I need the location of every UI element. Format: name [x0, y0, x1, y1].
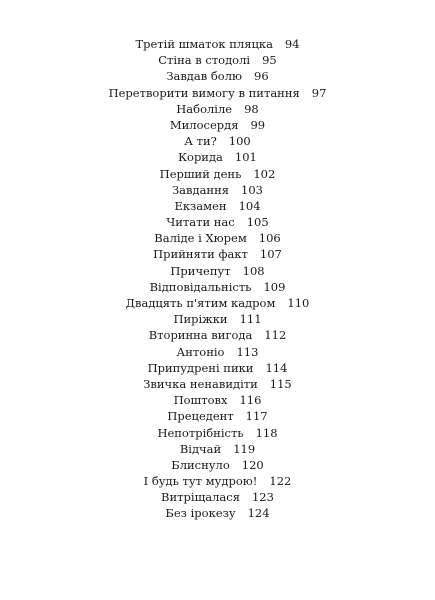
toc-entry-page: 97: [311, 85, 327, 100]
toc-entry: [0, 360, 435, 376]
toc-entry-page: 94: [284, 37, 300, 51]
toc-entry-title: Перетворити вимогу в питання: [108, 85, 300, 100]
toc-entry-title: Екзамен: [174, 198, 227, 213]
toc-entry-title: Антоніо: [176, 344, 225, 359]
toc-entry-page: 116: [239, 393, 262, 408]
table-of-contents: [0, 36, 435, 522]
toc-entry-title: Двадцять п'ятим кадром: [125, 296, 276, 310]
toc-entry-title: Пиріжки: [173, 312, 228, 327]
toc-entry-page: 109: [263, 279, 286, 294]
toc-entry: [0, 182, 435, 198]
toc-entry-page: 96: [254, 69, 269, 84]
toc-entry-page: 115: [269, 376, 292, 391]
toc-entry-title: Стіна в стодолі: [158, 53, 251, 68]
toc-entry: [0, 214, 435, 230]
toc-entry: [0, 457, 435, 473]
toc-entry-page: 95: [262, 53, 277, 68]
toc-entry-title: Відповідальність: [149, 279, 252, 294]
toc-entry: [0, 392, 435, 408]
toc-entry-page: 113: [236, 344, 259, 359]
toc-entry: [0, 117, 435, 133]
toc-entry: [0, 441, 435, 457]
toc-entry-page: 99: [250, 117, 266, 132]
toc-entry-page: 110: [287, 296, 310, 310]
toc-entry: [0, 327, 435, 343]
toc-entry-title: Завдання: [172, 182, 230, 197]
toc-entry-title: Валіде і Хюрем: [154, 231, 247, 246]
toc-entry-title: Завдав болю: [166, 69, 243, 84]
toc-entry-title: Вторинна вигода: [148, 328, 253, 343]
toc-entry-page: 118: [255, 425, 278, 440]
toc-entry-page: 112: [264, 328, 287, 343]
toc-entry-page: 124: [247, 506, 270, 521]
toc-entry-page: 103: [241, 182, 263, 197]
toc-entry-title: Третій шматок пляцка: [135, 37, 273, 51]
toc-entry-title: Без ірокезу: [165, 506, 236, 521]
toc-entry-page: 101: [234, 150, 257, 165]
toc-entry-title: Причепут: [170, 263, 231, 278]
toc-entry-page: 100: [228, 134, 251, 149]
toc-entry-title: Читати нас: [166, 215, 235, 230]
toc-entry-title: Наболіле: [176, 101, 233, 116]
toc-entry-page: 117: [245, 409, 268, 424]
toc-entry: [0, 166, 435, 182]
toc-entry: [0, 198, 435, 214]
toc-entry: [0, 246, 435, 262]
toc-entry-page: 104: [238, 198, 261, 213]
toc-entry-page: 107: [259, 247, 282, 262]
toc-entry: [0, 505, 435, 521]
toc-entry-title: Перший день: [159, 166, 242, 181]
toc-entry-title: Відчай: [179, 441, 222, 456]
toc-entry: [0, 68, 435, 84]
toc-entry: [0, 263, 435, 279]
toc-entry-title: Милосердя: [169, 117, 239, 132]
toc-entry: [0, 52, 435, 68]
toc-entry: [0, 425, 435, 441]
toc-entry: [0, 101, 435, 117]
toc-entry: [0, 295, 435, 311]
toc-entry-page: 102: [253, 166, 276, 181]
toc-entry-title: Припудрені пики: [147, 360, 254, 375]
toc-entry: [0, 230, 435, 246]
toc-entry-title: І будь тут мудрою!: [143, 474, 258, 489]
toc-entry-title: Витріщалася: [161, 490, 240, 505]
toc-entry-page: 123: [251, 490, 274, 505]
toc-entry-title: Корида: [178, 150, 223, 165]
toc-entry: [0, 408, 435, 424]
toc-entry-title: Прийняти факт: [153, 247, 248, 262]
toc-entry-title: Звичка ненавидіти: [143, 376, 258, 391]
toc-entry-title: Блиснуло: [171, 457, 230, 472]
toc-entry-title: Прецедент: [167, 409, 234, 424]
toc-entry: [0, 133, 435, 149]
toc-entry: [0, 489, 435, 505]
toc-entry: [0, 311, 435, 327]
toc-entry-page: 119: [233, 441, 256, 456]
toc-entry: [0, 85, 435, 101]
toc-entry-title: А ти?: [184, 134, 217, 149]
toc-entry: [0, 344, 435, 360]
toc-entry-page: 98: [244, 101, 259, 116]
toc-entry-page: 120: [241, 457, 264, 472]
toc-entry-title: Непотрібність: [157, 425, 244, 440]
toc-entry: [0, 279, 435, 295]
toc-entry: [0, 376, 435, 392]
toc-entry-page: 105: [246, 215, 269, 230]
toc-entry-page: 111: [239, 312, 262, 327]
toc-entry-title: Поштовх: [173, 393, 228, 408]
toc-entry: [0, 149, 435, 165]
toc-entry-page: 114: [265, 360, 288, 375]
toc-entry: [0, 36, 435, 52]
toc-entry: [0, 473, 435, 489]
toc-entry-page: 122: [269, 474, 292, 489]
toc-entry-page: 108: [242, 263, 265, 278]
toc-entry-page: 106: [258, 231, 281, 246]
